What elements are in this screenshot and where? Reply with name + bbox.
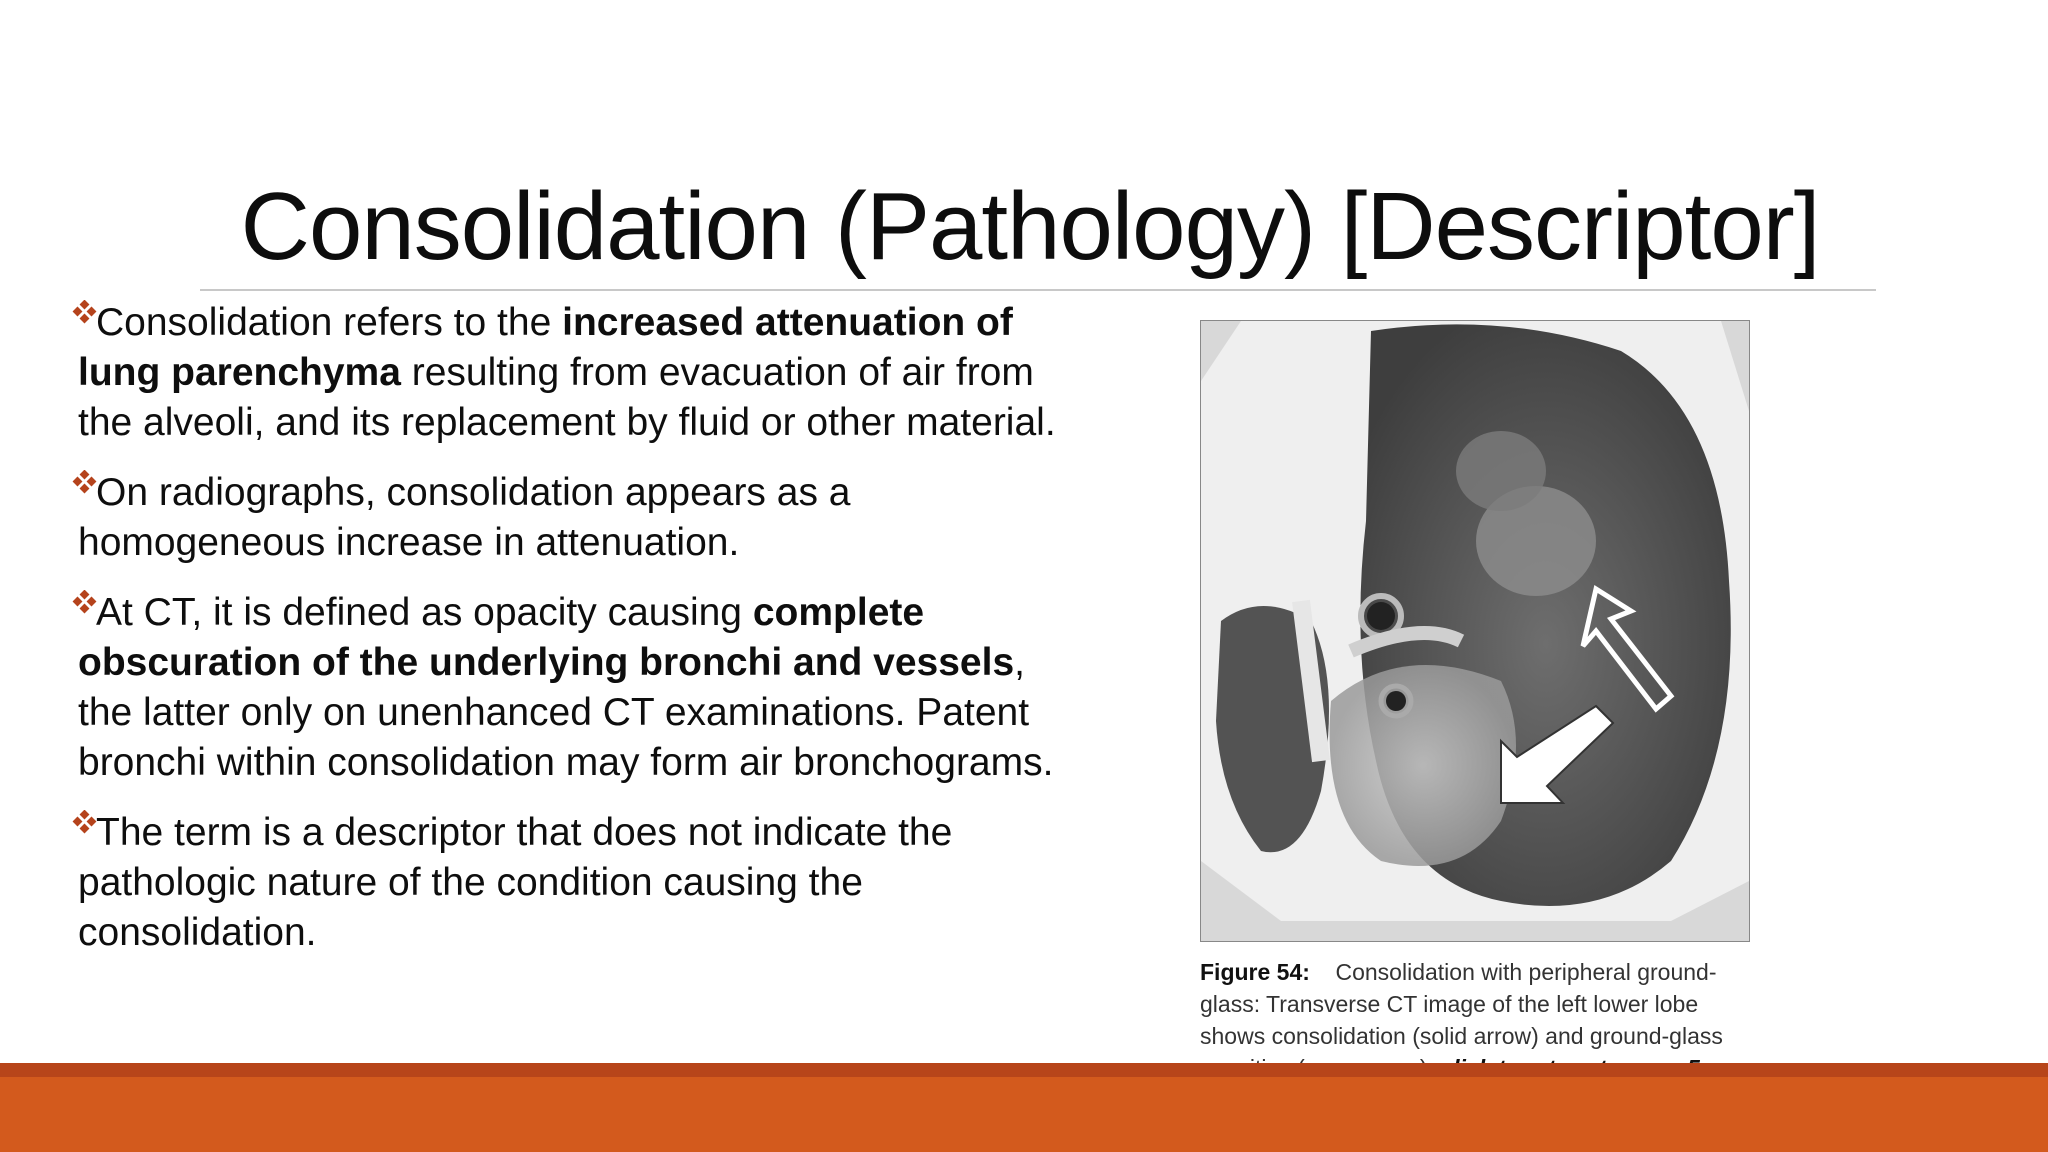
bullet-text-4: The term is a descriptor that does not indicate the pathologic nature of the condition causing the consolidation. (78, 811, 953, 954)
bullet-text-1c: resulting from evacuation of air from the alveoli, and its replacement by fluid or other material. (78, 351, 1056, 444)
figure-label: Figure 54: (1200, 959, 1310, 985)
bullet-text-1b: increased attenuation of lung parenchyma (78, 301, 1013, 394)
bullet-text-3a: At CT, it is defined as opacity causing (96, 591, 753, 634)
bullet-text-3c: , the latter only on unenhanced CT examinations. Patent bronchi within consolidation may form air bronchograms. (78, 641, 1054, 784)
bullet-item (78, 588, 1088, 788)
footer-band (0, 1077, 2048, 1152)
bullet-item (78, 468, 1088, 568)
bullet-text-2: On radiographs, consolidation appears as a homogeneous increase in attenuation. (78, 471, 851, 564)
bullet-list (78, 298, 1088, 978)
title-divider (200, 289, 1876, 291)
bullet-item (78, 808, 1088, 958)
diamond-bullet-icon (72, 590, 98, 616)
ct-scan-image (1200, 320, 1750, 942)
bullet-text-3b: complete obscuration of the underlying bronchi and vessels (78, 591, 1015, 684)
figure-card (1170, 300, 1798, 1100)
slide-title: Consolidation (Pathology) [Descriptor] (240, 173, 1820, 280)
figure-caption-text: Consolidation with peripheral ground-glass: Transverse CT image of the left lower lobe shows consolidation (solid arrow) and ground-glass (1200, 959, 1723, 1049)
diamond-bullet-icon (72, 470, 98, 496)
bullet-text-1a: Consolidation refers to the (96, 301, 563, 344)
diamond-bullet-icon (72, 300, 98, 326)
bullet-item (78, 298, 1088, 448)
diamond-bullet-icon (72, 810, 98, 836)
footer-band-dark (0, 1063, 2048, 1077)
